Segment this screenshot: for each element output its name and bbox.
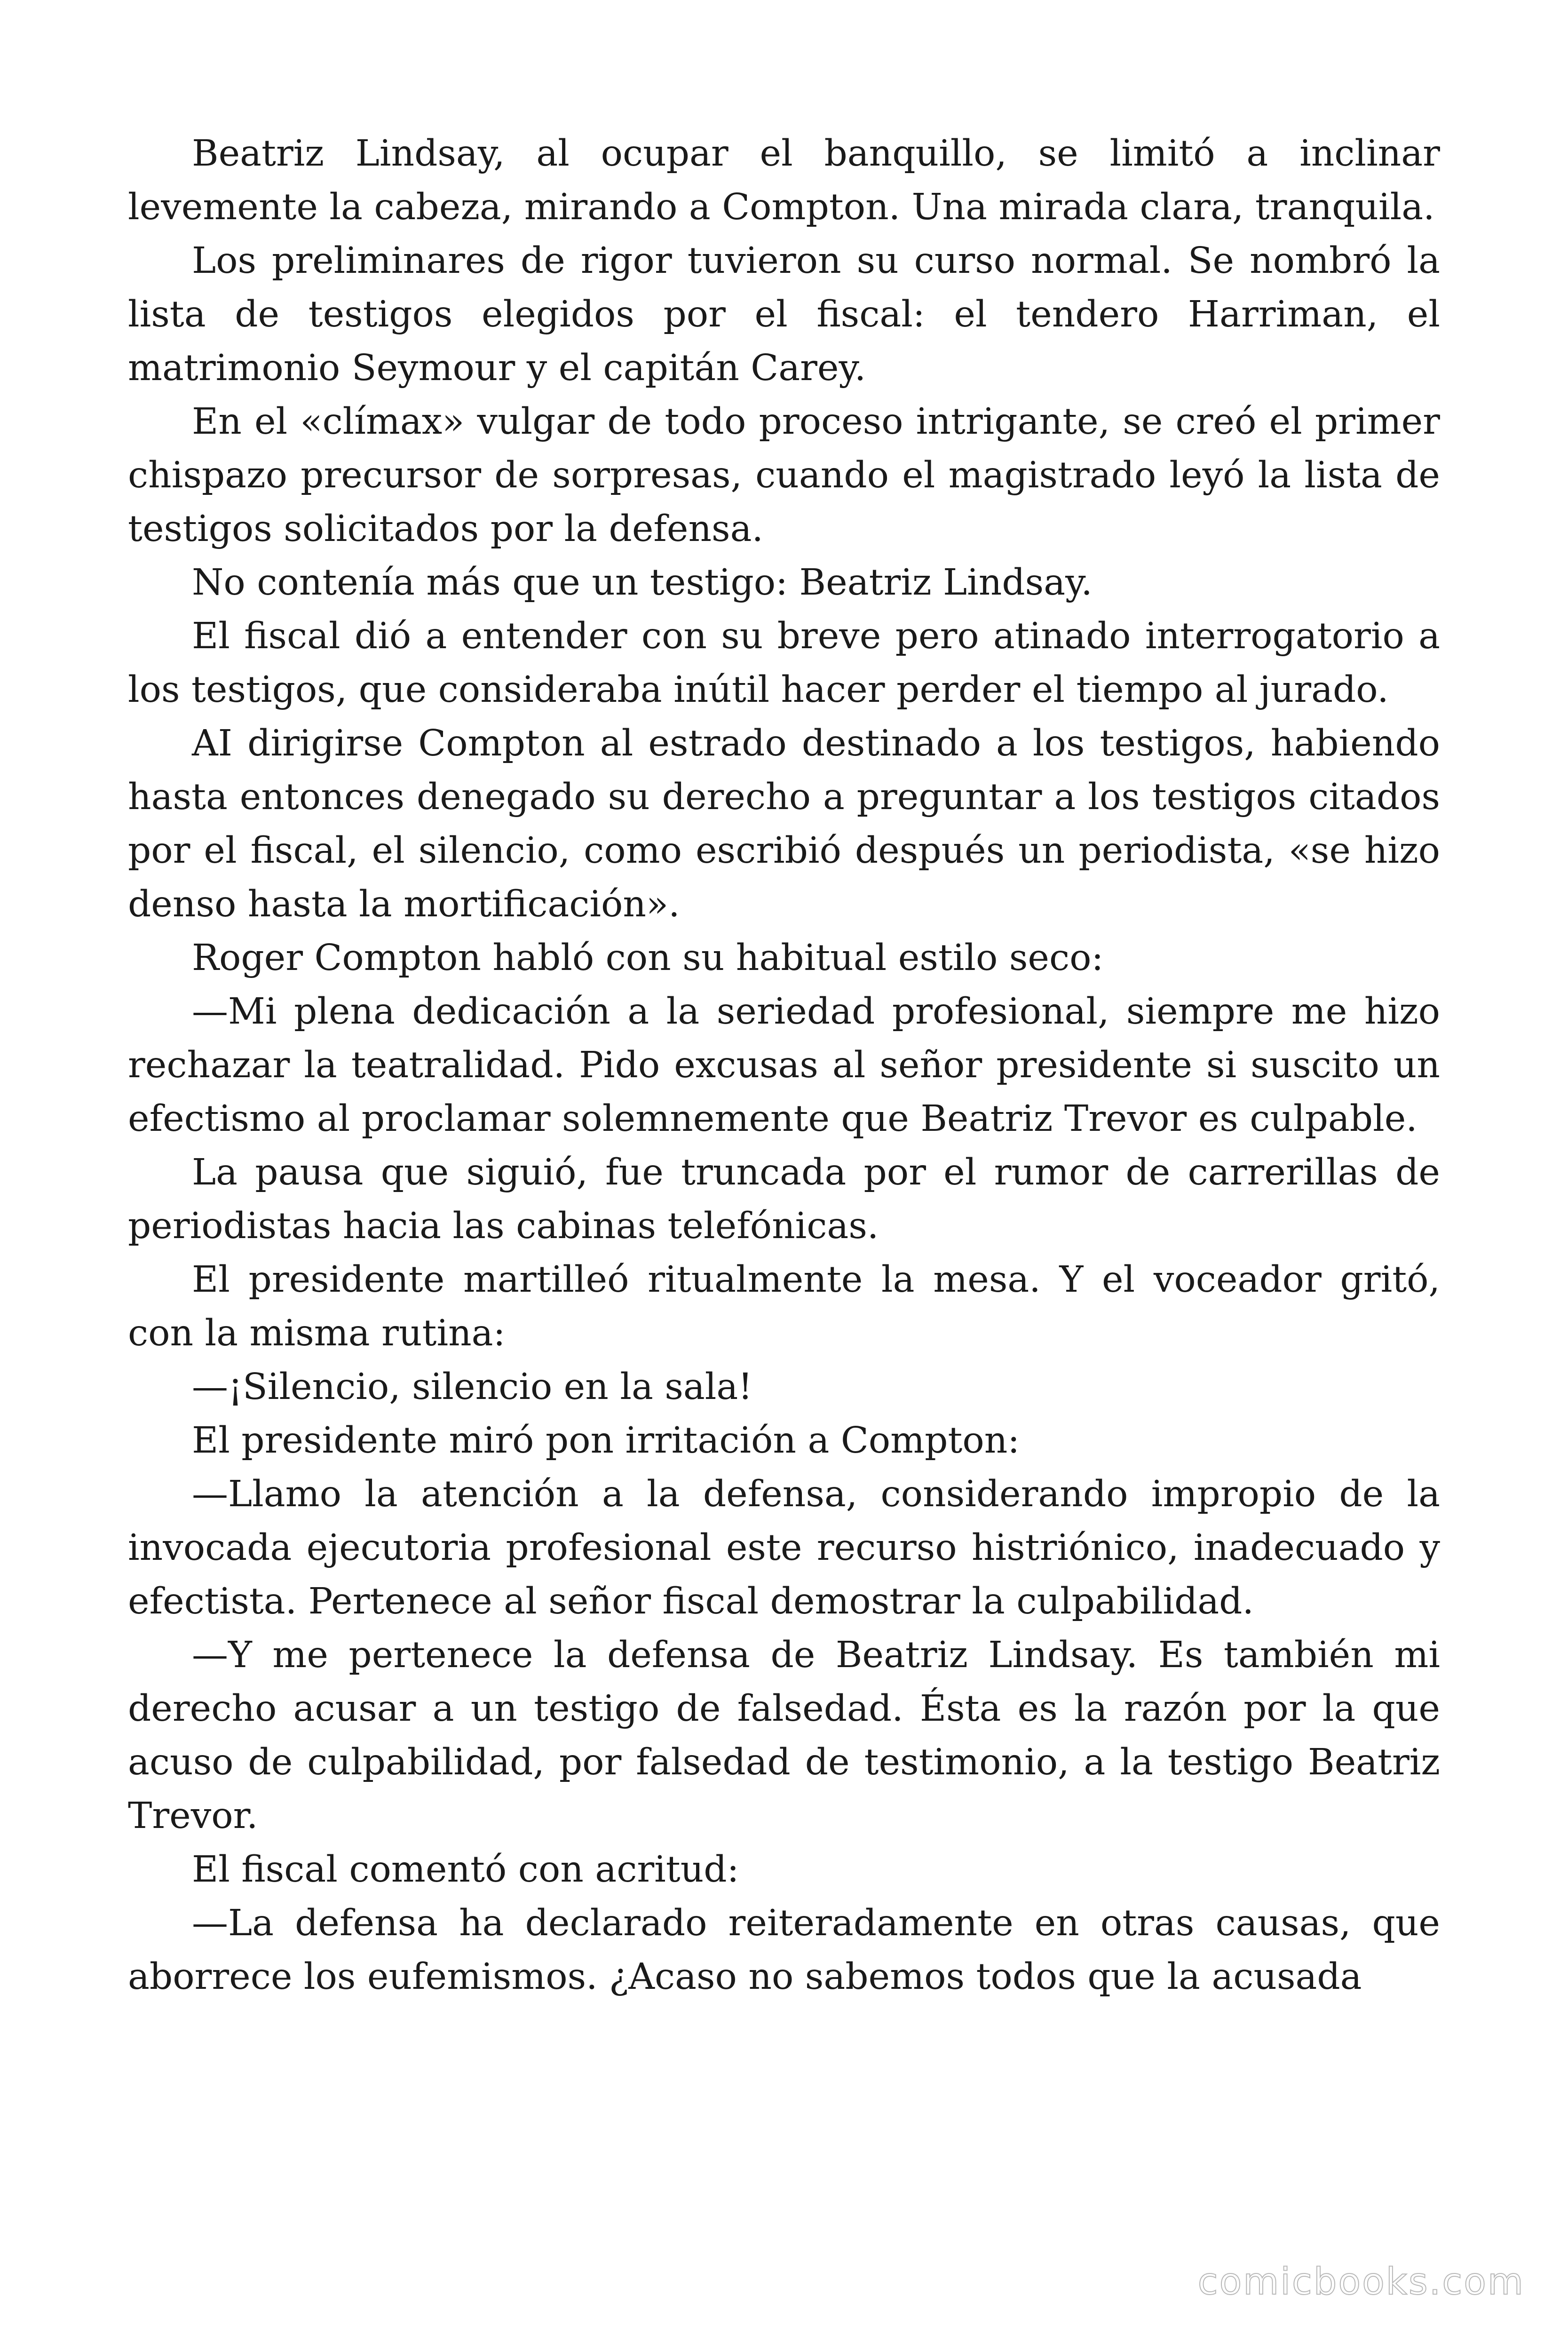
paragraph: El presidente miró pon irritación a Compton: xyxy=(192,1420,1020,1462)
paragraph: —Mi plena dedicación a la seriedad profesional, siempre me hizo rechazar la teatralidad. Pido excusas al señor presidente si suscito un efectismo al proclamar solemnemente que Beatriz Trevor es culpable. xyxy=(128,991,1440,1140)
paragraph: Los preliminares de rigor tuvieron su curso normal. Se nombró la lista de testigos elegidos por el fiscal: el tendero Harriman, el matrimonio Seymour y el capitán Carey. xyxy=(128,240,1440,389)
paragraph: El fiscal comentó con acritud: xyxy=(192,1849,739,1891)
paragraph: —Y me pertenece la defensa de Beatriz Lindsay. Es también mi derecho acusar a un testigo de falsedad. Ésta es la razón por la que acuso de culpabilidad, por falsedad de testimonio, a la testigo Beatriz Trevor. xyxy=(128,1634,1440,1837)
paragraph: El presidente martilleó ritualmente la mesa. Y el voceador gritó, con la misma rutina: xyxy=(128,1259,1440,1354)
paragraph: En el «clímax» vulgar de todo proceso intrigante, se creó el primer chispazo precursor de sorpresas, cuando el magistrado leyó la lista de testigos solicitados por la defensa. xyxy=(128,401,1440,550)
paragraph: —Llamo la atención a la defensa, considerando impropio de la invocada ejecutoria profesional este recurso histriónico, inadecuado y efectista. Pertenece al señor fiscal demostrar la culpabilidad. xyxy=(128,1473,1440,1622)
paragraph: Roger Compton habló con su habitual estilo seco: xyxy=(192,937,1104,979)
paragraph: Beatriz Lindsay, al ocupar el banquillo, se limitó a inclinar levemente la cabeza, mirando a Compton. Una mirada clara, tranquila. xyxy=(128,133,1440,228)
paragraph: La pausa que siguió, fue truncada por el rumor de carrerillas de periodistas hacia las cabinas telefónicas. xyxy=(128,1152,1440,1247)
body-text xyxy=(128,127,1440,2004)
paragraph: —La defensa ha declarado reiteradamente en otras causas, que aborrece los eufemismos. ¿Acaso no sabemos todos que la acusada xyxy=(128,1902,1440,1998)
paragraph: AI dirigirse Compton al estrado destinado a los testigos, habiendo hasta entonces denegado su derecho a preguntar a los testigos citados por el fiscal, el silencio, como escribió después un periodista, «se hizo denso hasta la mortificación». xyxy=(128,723,1440,925)
paragraph: —¡Silencio, silencio en la sala! xyxy=(192,1366,753,1408)
paragraph: El fiscal dió a entender con su breve pero atinado interrogatorio a los testigos, que consideraba inútil hacer perder el tiempo al jurado. xyxy=(128,615,1440,711)
watermark: comicbooks.com xyxy=(1197,2261,1525,2303)
paragraph: No contenía más que un testigo: Beatriz Lindsay. xyxy=(192,562,1093,604)
